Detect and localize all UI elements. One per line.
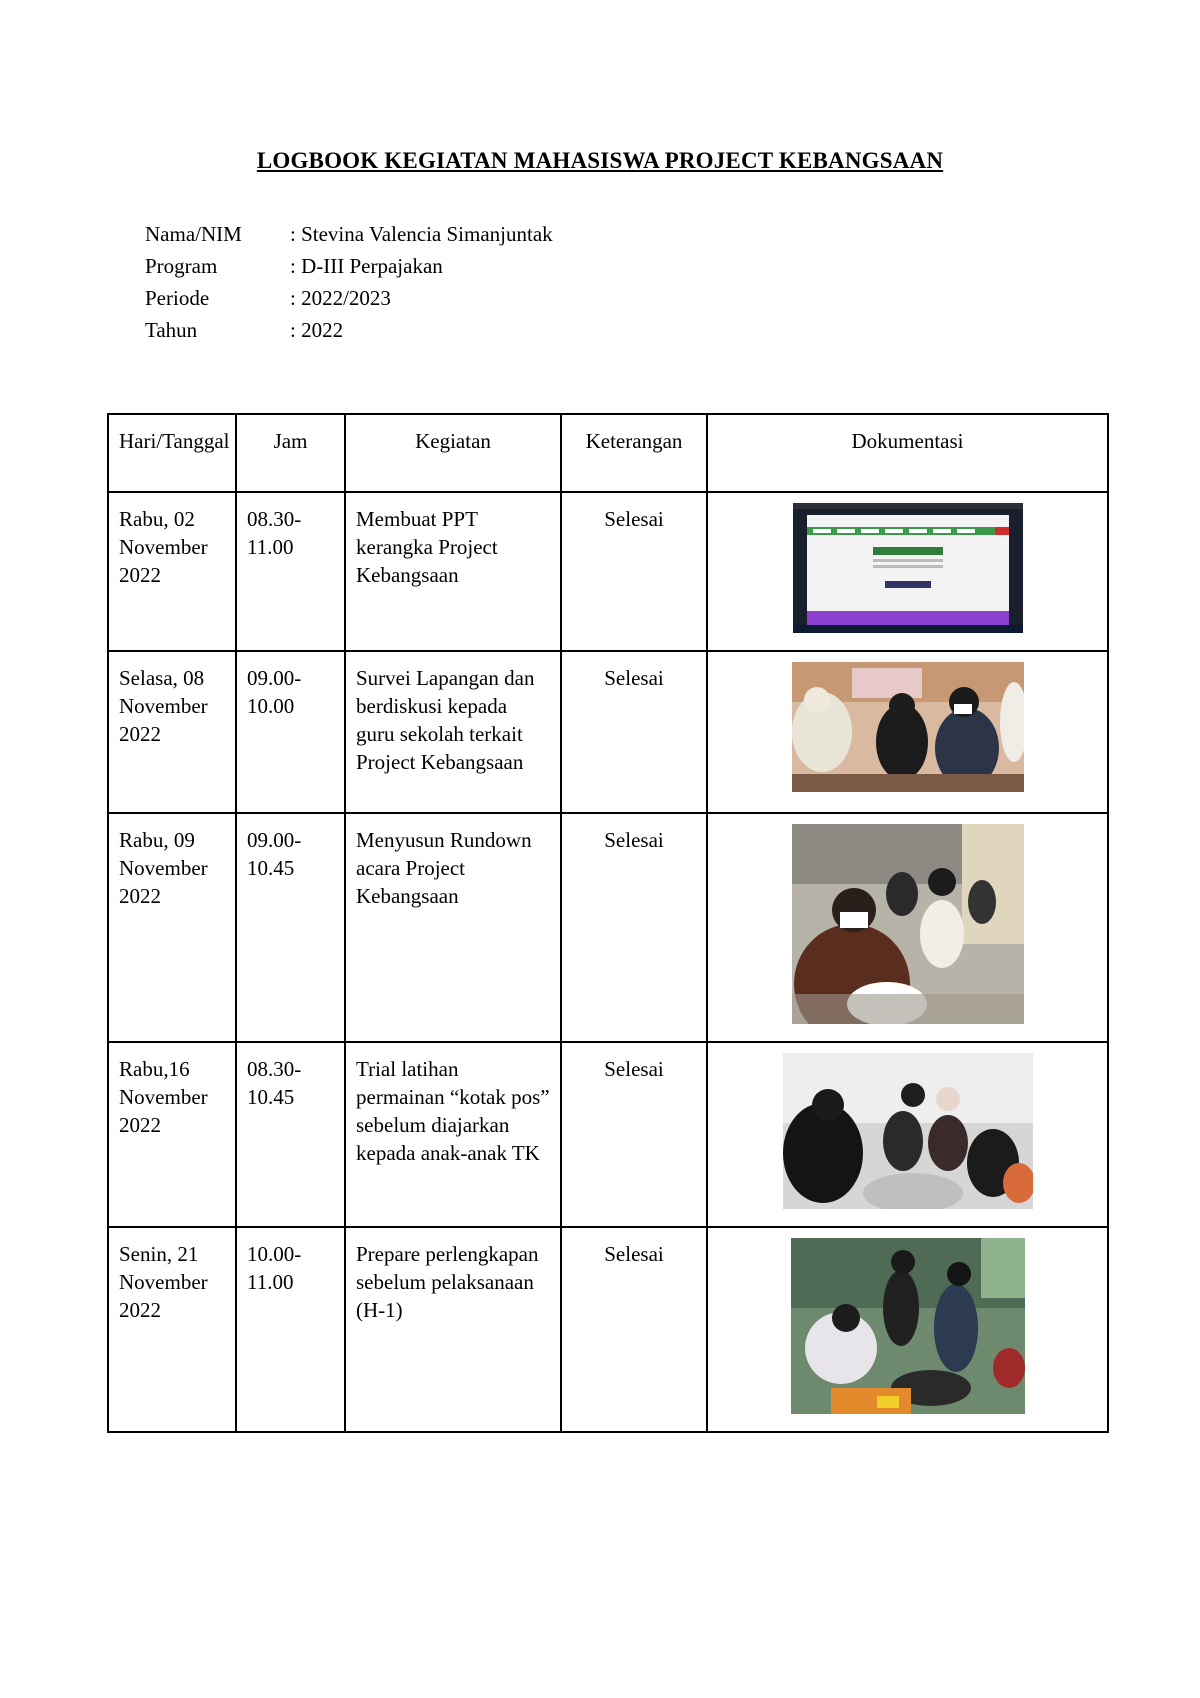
info-row-nama: [145, 222, 553, 254]
cell-activity: Membuat PPT kerangka Project Kebangsaan: [345, 492, 561, 651]
table-row: [108, 492, 1108, 651]
info-label: Program: [145, 254, 218, 278]
cell-status: Selesai: [561, 1042, 707, 1227]
header-documentation: Dokumentasi: [707, 414, 1108, 492]
table-row: [108, 651, 1108, 813]
cell-time: 09.00-10.45: [236, 813, 345, 1042]
cell-activity: Prepare perlengkapan sebelum pelaksanaan (H-1): [345, 1227, 561, 1432]
info-label: Periode: [145, 286, 210, 310]
cell-activity: Trial latihan permainan “kotak pos” sebelum diajarkan kepada anak-anak TK: [345, 1042, 561, 1227]
info-value: : 2022/2023: [290, 286, 391, 310]
cell-documentation: [707, 1227, 1108, 1432]
table-row: [108, 1227, 1108, 1432]
table-row: [108, 813, 1108, 1042]
preparation-photo: [791, 1238, 1025, 1414]
info-row-periode: [145, 286, 553, 318]
info-value: : D-III Perpajakan: [290, 254, 443, 278]
cell-date: Selasa, 08 November 2022: [108, 651, 236, 813]
header-status: Keterangan: [561, 414, 707, 492]
student-info: [145, 222, 553, 350]
cell-documentation: [707, 813, 1108, 1042]
group-selfie-photo: [792, 824, 1024, 1024]
header-activity: Kegiatan: [345, 414, 561, 492]
cell-time: 08.30-11.00: [236, 492, 345, 651]
cell-activity: Survei Lapangan dan berdiskusi kepada guru sekolah terkait Project Kebangsaan: [345, 651, 561, 813]
info-row-tahun: [145, 318, 553, 350]
cell-date: Rabu, 09 November 2022: [108, 813, 236, 1042]
cell-time: 09.00-10.00: [236, 651, 345, 813]
cell-date: Senin, 21 November 2022: [108, 1227, 236, 1432]
cell-status: Selesai: [561, 651, 707, 813]
info-label: Tahun: [145, 318, 198, 342]
cell-status: Selesai: [561, 813, 707, 1042]
cell-date: Rabu, 02 November 2022: [108, 492, 236, 651]
cell-status: Selesai: [561, 492, 707, 651]
cell-documentation: [707, 492, 1108, 651]
meeting-photo: [792, 662, 1024, 792]
cell-status: Selesai: [561, 1227, 707, 1432]
cell-documentation: [707, 651, 1108, 813]
screenshot-photo: [793, 503, 1023, 633]
cell-time: 08.30-10.45: [236, 1042, 345, 1227]
table-header-row: [108, 414, 1108, 492]
header-time: Jam: [236, 414, 345, 492]
info-value: : Stevina Valencia Simanjuntak: [290, 222, 553, 246]
cell-activity: Menyusun Rundown acara Project Kebangsaan: [345, 813, 561, 1042]
cell-time: 10.00-11.00: [236, 1227, 345, 1432]
cell-date: Rabu,16 November 2022: [108, 1042, 236, 1227]
info-value: : 2022: [290, 318, 344, 342]
info-row-program: [145, 254, 553, 286]
cell-documentation: [707, 1042, 1108, 1227]
info-label: Nama/NIM: [145, 222, 242, 246]
table-row: [108, 1042, 1108, 1227]
logbook-table: [107, 413, 1109, 1433]
practice-game-photo: [783, 1053, 1033, 1209]
header-date: Hari/Tanggal: [108, 414, 236, 492]
page-title: LOGBOOK KEGIATAN MAHASISWA PROJECT KEBANGSAAN: [256, 148, 944, 173]
